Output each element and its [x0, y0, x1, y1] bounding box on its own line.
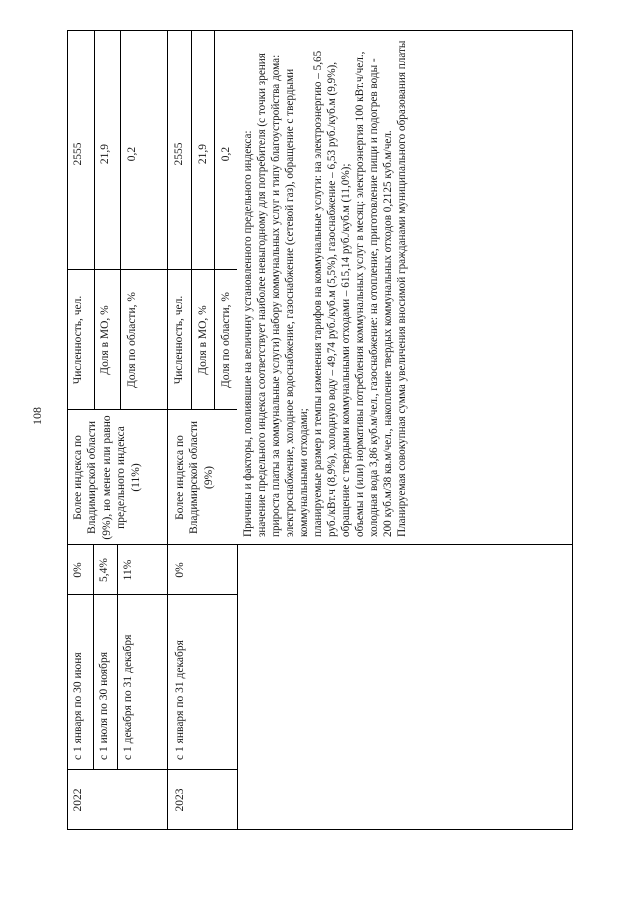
- criterion-cell: Более индекса по Владимирской области (9%): [174, 420, 215, 535]
- metric-label: Доля в МО, %: [197, 305, 209, 375]
- note-paragraph: значение предельного индекса соответствует наиболее невыгодному для потребителя (с точки зрения прироста платы за коммунальные услуги) набору коммунальных услуг и типу благоустройства дома: электроснабжение, холодное водоснабжение, газоснабжение (сетевой газ), обращение с твердыми коммунальными отходами;: [256, 53, 310, 537]
- metric-value: 21,9: [197, 143, 209, 165]
- year-cell: 2023: [174, 788, 186, 812]
- metric-value: 0,2: [220, 146, 232, 162]
- page-number: 108: [30, 407, 44, 425]
- table-grid-line: [93, 545, 94, 770]
- period-cell: с 1 января по 30 июня: [72, 652, 84, 760]
- table-grid-line: [120, 30, 121, 410]
- percent-cell: 5,4%: [98, 558, 110, 582]
- year-cell: 2022: [72, 788, 84, 812]
- metric-label: Доля в МО, %: [99, 305, 111, 375]
- note-paragraph: планируемые размер и темпы изменения тарифов на коммунальные услуги: на электроэнергию – 5,65 руб./кВт.ч (8,9%), холодную воду – 49,74 руб./куб.м (5,5%), газоснабжение – 6,53 руб./куб.м (9,9%), обращение с твердыми коммунальными отходами – 615,14 руб./куб.м (11,0%);: [312, 50, 352, 537]
- table-grid-line: [94, 30, 95, 410]
- table-border: [67, 30, 68, 830]
- table-grid-line: [167, 30, 168, 830]
- note-paragraph: Планируемая совокупная сумма увеличения вносимой гражданами муниципального образования платы: [396, 40, 408, 537]
- metric-label: Доля по области, %: [126, 292, 138, 388]
- percent-cell: 0%: [72, 562, 84, 578]
- table-border: [67, 829, 573, 830]
- metric-label: Численность, чел.: [72, 295, 84, 385]
- table-border: [67, 30, 573, 31]
- table-grid-line: [237, 544, 573, 545]
- percent-cell: 0%: [174, 562, 186, 578]
- metric-value: 0,2: [126, 146, 138, 162]
- notes-block: [239, 36, 569, 541]
- table-grid-line: [117, 545, 118, 770]
- table-border: [572, 30, 573, 830]
- metric-value: 21,9: [99, 143, 111, 165]
- metric-value: 2555: [72, 142, 84, 166]
- metric-label: Доля по области, %: [220, 292, 232, 388]
- table-grid-line: [237, 545, 238, 830]
- rotated-table: [67, 30, 573, 830]
- period-cell: с 1 июля по 30 ноября: [98, 652, 110, 760]
- percent-cell: 11%: [122, 559, 134, 581]
- note-paragraph: Причины и факторы, повлиявшие на величину установленного предельного индекса:: [242, 130, 254, 537]
- note-paragraph: объемы и (или) нормативы потребления коммунальных услуг в месяц: электроэнергия 100 кВт.ч/чел., холодная вода 3,86 куб.м/чел., газоснабжение: на отопление, приготовление пищи и подогрев воды - 200 куб.м/38 кв.м/чел., накопление твердых коммунальных отходов 0,2125 куб.м/чел.: [354, 51, 394, 537]
- period-cell: с 1 декабря по 31 декабря: [122, 634, 134, 760]
- metric-value: 2555: [173, 142, 185, 166]
- period-cell: с 1 января по 31 декабря: [174, 640, 186, 760]
- metric-label: Численность, чел.: [173, 295, 185, 385]
- criterion-cell: Более индекса по Владимирской области (9%), но менее или равно предельного индекса (11%): [72, 415, 142, 540]
